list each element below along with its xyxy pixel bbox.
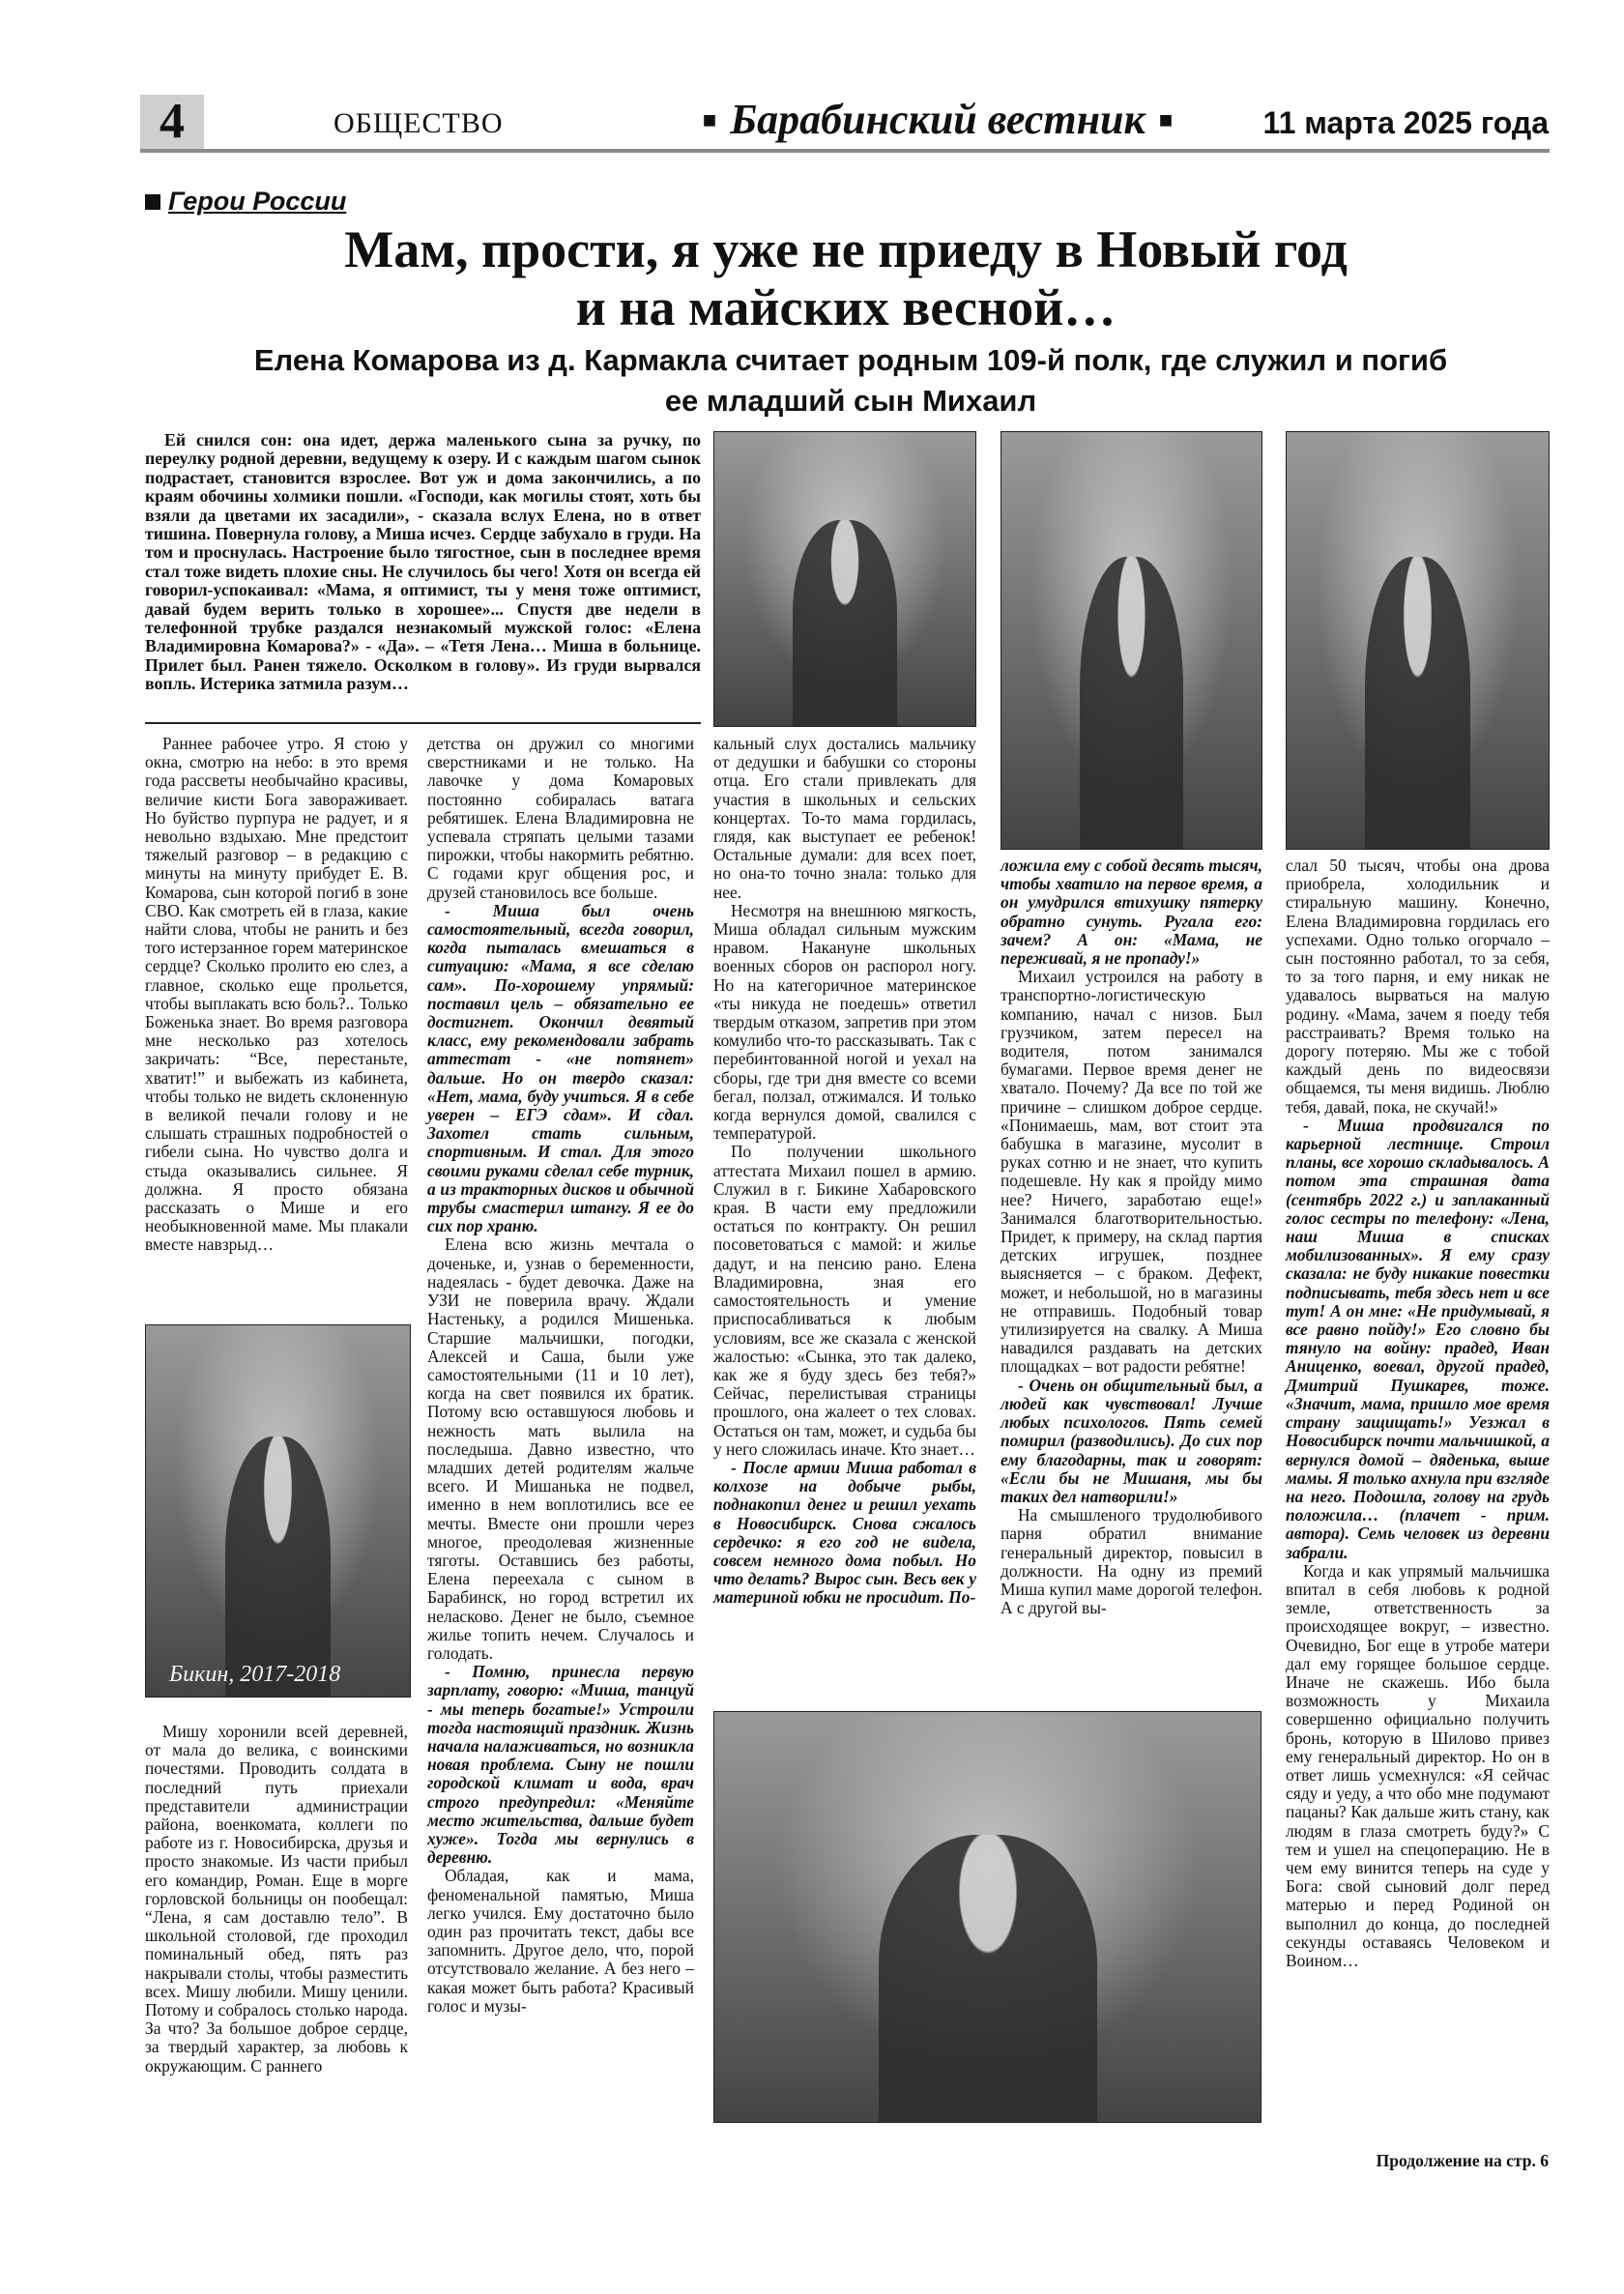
paragraph: Раннее рабочее утро. Я стою у окна, смотрю на небо: в это время года рассветы необычайно красивы, величие кисти Бога завораживает. Но буйство пурпура не радует, и я невольно вздыхаю. Мне предстоит тяжелый разговор – в редакцию с минуты на минуту прибудет Е. В. Комарова, сын которой погиб в зоне СВО. Как смотреть ей в глаза, какие найти слова, чтобы не ранить и без того истерзанное горем материнское сердце? Сколько пролито ею слез, а главное, сколько еще прольется, чтобы выплакать всю боль?.. Только Боженька знает. Во время разговора мне несколько раз хотелось закричать: “Все, перестаньте, хватит!” и выбежать из кабинета, чтобы только не видеть склоненную в великой печали голову и не слышать страшных подробностей о гибели сына. Но чувство долга и стыда оказывались сильнее. Я должна. Я просто обязана рассказать о Мише и его необыкновенной маме. Мы плакали вместе навзрыд… <box>145 734 408 1255</box>
subheadline <box>174 340 1527 421</box>
person-silhouette-icon <box>1080 557 1184 849</box>
photo-boy-at-school <box>713 1711 1262 2123</box>
section-label: ОБЩЕСТВО <box>334 107 504 139</box>
photo-soldier-with-dog <box>1286 431 1550 850</box>
paragraph: Елена всю жизнь мечтала о доченьке, и, узнав о беременности, надеялась - будет девочка. Даже на УЗИ не поверила врачу. Ждали Настеньку, а родился Мишенька. Старшие мальчишки, погодки, Алексей и Саша, были уже самостоятельными (11 и 10 лет), когда на свет появился их братик. Потому всю оставшуюся любовь и нежность мать вылила на последыша. Давно известно, что младших детей родителям жальче всего. И Мишанька не подвел, именно в нем воплотились все ее мечты. Вместе они прошли через многое, преодолевая жизненные тяготы. Оставшись без работы, Елена переехала с сыном в Барабинск, но город встретил их неласково. Денег не было, съемное жилье топить нечем. Случалось и голодать. <box>427 1234 694 1663</box>
column-3 <box>713 735 976 1608</box>
person-silhouette-icon <box>1365 557 1469 849</box>
paragraph: - Миша был очень самостоятельный, всегда говорил, когда пыталась вмешаться в ситуацию: «Мама, я все сделаю сам». По-хорошему упрямый: поставил цель – обязательно ее достигнет. Окончил девятый класс, ему рекомендовали забрать аттестат - «не потянет» дальше. Но он твердо сказал: «Нет, мама, буду учиться. Я в себе уверен – ЕГЭ сдам». И сдал. Захотел стать сильным, спортивным. И стал. Для этого своими руками сделал себе турник, а из тракторных дисков и обычной трубы смастерил штангу. Я ее до сих пор храню. <box>427 900 694 1236</box>
photo-boy-with-dog <box>1000 431 1262 850</box>
lead-text: Ей снился сон: она идет, держа маленького сына за ручку, по переулку родной деревни, ведущему к озеру. И с каждым шагом сынок подрастает, становится взрослее. Вот уж и дома закончились, а по краям обочины холмики пошли. «Господи, как могилы стоят, хоть бы взяли да цветами их засадили», - сказала вслух Елена, но в ответ тишина. Повернула голову, а Миша исчез. Сердце забухало в груди. На том и проснулась. Настроение было тягостное, сын в последнее время стал тоже видеть плохие сны. Не случилось бы чего! Хотя он всегда ей говорил-успокаивал: «Мама, я оптимист, ты у меня тоже оптимист, давай будем верить только в хорошее»... Спустя две недели в телефонной трубке раздался незнакомый мужской голос: «Елена Владимировна Комарова?» - «Да». – «Тетя Лена… Миша в больнице. Прилет был. Ранен тяжело. Осколком в голову». Из груди вырвался вопль. Истерика затмила разум… <box>145 430 701 694</box>
paragraph: Мишу хоронили всей деревней, от мала до велика, с воинскими почестями. Проводить солдата в последний путь приехали представители администрации района, военкомата, коллеги по работе из г. Новосибирска, друзья и просто знакомые. Из части прибыл его командир, Роман. Еще в морге горловской больницы он пообещал: “Лена, я сам доставлю тело”. В школьной столовой, где проходил поминальный обед, пять раз накрывали столы, чтобы разместить всех. Мишу любили. Мишу ценили. Потому и собралось столько народа. За что? За большое доброе сердце, за твердый характер, за любовь к окружающим. С раннего <box>145 1722 408 2076</box>
headline-line: и на майских весной… <box>575 278 1116 336</box>
paragraph: Михаил устроился на работу в транспортно-логистическую компанию, начал с низов. Был грузчиком, затем пересел на водителя, потом занимался бумагами. Первое время денег не хватало. Почему? Да все по той же причине – слишком доброе сердце. «Понимаешь, мам, вот стоит эта бабушка в магазине, мусолит в руках сотню и не знает, что купить подешевле. Ну как я пройду мимо нее? Ничего, заработаю еще!» Занимался благотворительностью. Придет, к примеру, на склад партия детских игрушек, позднее выясняется – с браком. Дефект, может, и небольшой, но в магазины не отправишь. Подобный товар утилизируется на свалку. А Миша навадился раздавать на детских площадках – вот радости ребятне! <box>1000 967 1262 1377</box>
paragraph: - После армии Миша работал в колхозе на добыче рыбы, поднакопил денег и решил уехать в Новосибирск. Снова сжалось сердечко: я его год не видела, совсем немного дома побыл. Но что делать? Вырос сын. Весь век у материной юбки не просидит. По- <box>713 1457 976 1608</box>
paragraph: - Очень он общительный был, а людей как чувствовал! Лучше любых психологов. Пять семей помирил (разводились). До сих пор ему благодарны, так и говорят: «Если бы не Мишаня, мы бы таких дел натворили!» <box>1000 1375 1262 1506</box>
paragraph: По получении школьного аттестата Михаил пошел в армию. Служил в г. Бикине Хабаровского края. В части ему предложили остаться по контракту. Он решил посоветоваться с мамой: и жилье дадут, и на пенсию рано. Елена Владимировна, зная его самостоятельность и умение приспосабливаться к любым условиям, все же сказала с женской жалостью: «Сынка, это так далеко, как же я буду здесь без тебя?» Сейчас, перелистывая страницы прошлого, она жалеет о тех словах. Остаться он там, может, и судьба бы у него сложилась иначе. Кто знает… <box>713 1142 976 1459</box>
rubric-label: Герои России <box>168 187 347 216</box>
column-1-bottom <box>145 1723 408 2076</box>
photo-mother-portrait <box>713 431 976 727</box>
paragraph: - Миша продвигался по карьерной лестнице. Строил планы, все хорошо складывалось. А потом эта страшная дата (сентябрь 2022 г.) и заплаканный голос сестры по телефону: «Лена, наш Миша в списках мобилизованных». Я ему сразу сказала: не буду никакие повестки подписывать, тебя здесь нет и все тут! А он мне: «Не придумывай, я все равно пойду!» Его словно бы тянуло на войну: прадед, Иван Аниценко, воевал, другой прадед, Дмитрий Пушкарев, тоже. «Значит, мама, пришло мое время страну защищать!» Уезжал в Новосибирск почти мальчишкой, а вернулся домой – дяденька, выше мамы. Я только ахнула при взгляде на него. Подошла, голову на грудь положила… (плачет - прим. автора). Семь человек из деревни забрали. <box>1286 1115 1550 1562</box>
issue-date: 11 марта 2025 года <box>1262 105 1549 140</box>
paragraph: - Помню, принесла первую зарплату, говорю: «Миша, танцуй - мы теперь богатые!» Устроили тогда настоящий праздник. Жизнь начала налаживаться, но возникла новая проблема. Сыну не пошли городской климат и вода, врач строго предупредил: «Меняйте место жительства, дальше будет хуже». Тогда мы вернулись в деревню. <box>427 1662 694 1868</box>
rubric <box>145 184 346 218</box>
paragraph: Несмотря на внешнюю мягкость, Миша обладал сильным мужским нравом. Накануне школьных военных сборов он распорол ногу. Но на категоричное материнское «ты никуда не поедешь» ответил твердым отказом, запретив при этом комулибо что-то рассказывать. Так с перебинтованной ногой и уехал на сборы, где три дня вместе со всеми бегал, ползал, отжимался. И только когда вернулся домой, свалился с температурой. <box>713 900 976 1144</box>
paragraph: Обладая, как и мама, феноменальной памятью, Миша легко учился. Ему достаточно было один раз прочитать текст, дабы все запомнить. Другое дело, что, порой отсутствовало желание. А без него – какая может быть работа? Красивый голос и музы- <box>427 1866 694 2016</box>
lead-divider <box>145 722 701 724</box>
paragraph: Когда и как упрямый мальчишка впитал в себя любовь к родной земле, ответственность за происходящее вокруг, – известно. Очевидно, Бог еще в утробе матери дал ему горящее большое сердце. Иначе не скажешь. Ибо была возможность у Михаила совершенно официально получить бронь, которую в Шилово привез ему генеральный директор. Но он в ответ лишь усмехнулся: «Я сейчас сяду и уеду, а что обо мне подумают пацаны? Как дальше жить стану, как людям в глаза смотреть буду?» С тем и ушел на спецоперацию. Не в чем ему винится теперь на суде у Бога: свой сыновий долг перед матерью и перед Родиной он выполнил до конца, до последней секунды оставаясь Человеком и Воином… <box>1286 1560 1550 1970</box>
paragraph: кальный слух достались мальчику от дедушки и бабушки со стороны отца. Его стали привлекать для участия в школьных и сельских концертах. То-то мама гордилась, глядя, как выступает ее ребенок! Остальные думали: для всех поет, но она-то точно знала: только для нее. <box>713 734 976 902</box>
square-bullet-icon <box>145 194 160 210</box>
lead-paragraph <box>145 431 701 694</box>
newspaper-title: Барабинский вестник <box>730 96 1146 143</box>
column-2 <box>427 735 694 2016</box>
column-1-top <box>145 735 408 1255</box>
paragraph: детства он дружил со многими сверстниками и не только. На лавочке у дома Комаровых постоянно собиралась ватага ребятишек. Елена Владимировна не успевала стряпать целыми тазами пирожки, чтобы накормить ребятню. С годами круг общения рос, и друзей становилось все больше. <box>427 734 694 902</box>
photo-soldier-in-beret <box>145 1324 411 1698</box>
header-divider <box>140 149 1550 153</box>
paragraph: На смышленого трудолюбивого парня обратил внимание генеральный директор, повысил в должности. На одну из премий Миша купил маме дорогой телефон. А с другой вы- <box>1000 1505 1262 1618</box>
column-5 <box>1286 857 1550 1970</box>
subheadline-line: Елена Комарова из д. Кармакла считает родным 109-й полк, где служил и погиб <box>253 343 1448 377</box>
headline-line: Мам, прости, я уже не приеду в Новый год <box>344 220 1348 278</box>
subheadline-line: ее младший сын Михаил <box>664 384 1037 418</box>
newspaper-masthead <box>667 95 1208 146</box>
paragraph: слал 50 тысяч, чтобы она дрова приобрела, холодильник и стиральную машину. Конечно, Елена Владимировна гордилась его успехами. Одно только огорчало – сын постоянно работал, то за себя, то за того парня, и ему никак не удавалось вырваться на малую родину. «Мама, зачем я поеду тебя расстраивать? Время только на дорогу потеряю. Мы же с тобой каждый день по видеосвязи общаемся, ты меня видишь. Люблю тебя, давай, пока, не скучай!» <box>1286 856 1550 1117</box>
column-4 <box>1000 857 1262 1617</box>
continuation-note: Продолжение на стр. 6 <box>1376 2151 1549 2170</box>
headline <box>145 220 1547 336</box>
paragraph: ложила ему с собой десять тысяч, чтобы хватило на первое время, а он умудрился втихушку пятерку обратно сунуть. Ругала его: зачем? А он: «Мама, не переживай, я не пропаду!» <box>1000 856 1262 969</box>
person-silhouette-icon <box>225 1437 331 1697</box>
person-silhouette-icon <box>793 520 897 726</box>
photo-caption: Бикин, 2017-2018 <box>169 1662 341 1687</box>
person-silhouette-icon <box>879 1835 1097 2122</box>
page-number: 4 <box>140 95 204 149</box>
square-bullet-icon: ■ <box>1158 108 1174 133</box>
square-bullet-icon: ■ <box>702 108 717 133</box>
